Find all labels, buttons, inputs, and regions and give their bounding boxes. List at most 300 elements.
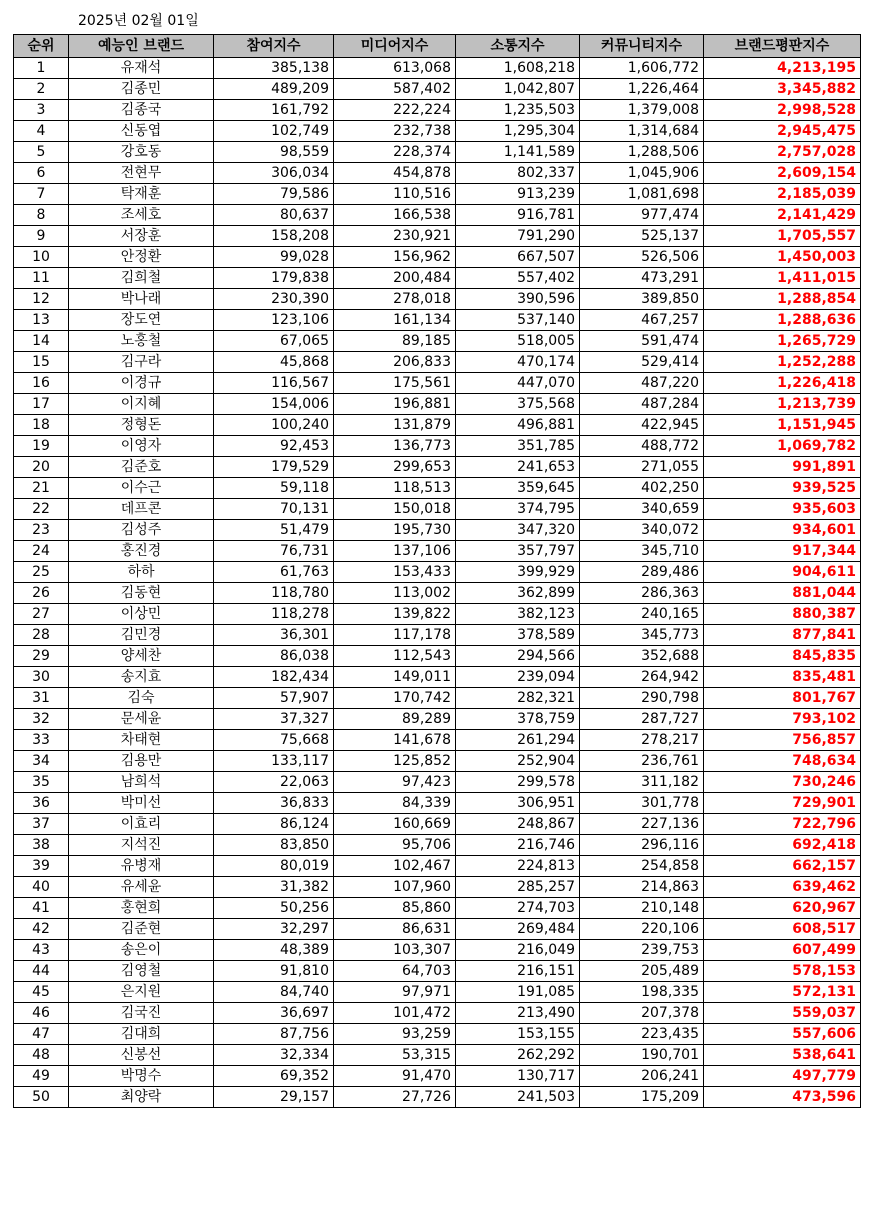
participation-cell: 75,668 [214,730,334,751]
table-row [14,436,861,457]
reputation-score-cell: 801,767 [704,688,861,709]
reputation-score-cell: 722,796 [704,814,861,835]
table-row [14,121,861,142]
communication-cell: 213,490 [456,1003,580,1024]
communication-cell: 224,813 [456,856,580,877]
communication-cell: 362,899 [456,583,580,604]
community-cell: 214,863 [580,877,704,898]
communication-cell: 274,703 [456,898,580,919]
reputation-score-cell: 608,517 [704,919,861,940]
reputation-score-cell: 756,857 [704,730,861,751]
header-community: 커뮤니티지수 [580,35,704,58]
participation-cell: 50,256 [214,898,334,919]
brand-cell: 홍현희 [69,898,214,919]
communication-cell: 269,484 [456,919,580,940]
community-cell: 271,055 [580,457,704,478]
rank-cell: 45 [14,982,69,1003]
reputation-score-cell: 1,151,945 [704,415,861,436]
media-cell: 27,726 [334,1087,456,1108]
rank-cell: 37 [14,814,69,835]
brand-cell: 송지효 [69,667,214,688]
media-cell: 84,339 [334,793,456,814]
table-row [14,142,861,163]
brand-cell: 유세윤 [69,877,214,898]
community-cell: 1,045,906 [580,163,704,184]
communication-cell: 916,781 [456,205,580,226]
participation-cell: 489,209 [214,79,334,100]
table-row [14,646,861,667]
brand-cell: 김동현 [69,583,214,604]
table-row [14,478,861,499]
participation-cell: 116,567 [214,373,334,394]
community-cell: 175,209 [580,1087,704,1108]
brand-cell: 박나래 [69,289,214,310]
rank-cell: 27 [14,604,69,625]
brand-reputation-table [13,34,861,1108]
media-cell: 97,971 [334,982,456,1003]
rank-cell: 33 [14,730,69,751]
brand-cell: 전현무 [69,163,214,184]
rank-cell: 7 [14,184,69,205]
participation-cell: 87,756 [214,1024,334,1045]
communication-cell: 130,717 [456,1066,580,1087]
rank-cell: 28 [14,625,69,646]
table-row [14,772,861,793]
rank-cell: 13 [14,310,69,331]
rank-cell: 24 [14,541,69,562]
table-row [14,1066,861,1087]
rank-cell: 29 [14,646,69,667]
table-row [14,562,861,583]
media-cell: 112,543 [334,646,456,667]
rank-cell: 31 [14,688,69,709]
rank-cell: 20 [14,457,69,478]
rank-cell: 46 [14,1003,69,1024]
media-cell: 150,018 [334,499,456,520]
reputation-score-cell: 557,606 [704,1024,861,1045]
reputation-score-cell: 2,998,528 [704,100,861,121]
reputation-score-cell: 1,265,729 [704,331,861,352]
rank-cell: 4 [14,121,69,142]
communication-cell: 239,094 [456,667,580,688]
reputation-score-cell: 473,596 [704,1087,861,1108]
reputation-score-cell: 793,102 [704,709,861,730]
rank-cell: 8 [14,205,69,226]
reputation-score-cell: 2,757,028 [704,142,861,163]
rank-cell: 21 [14,478,69,499]
brand-cell: 유병재 [69,856,214,877]
table-row [14,1045,861,1066]
media-cell: 200,484 [334,268,456,289]
rank-cell: 3 [14,100,69,121]
rank-cell: 47 [14,1024,69,1045]
report-date: 2025년 02월 01일 [78,13,199,29]
media-cell: 232,738 [334,121,456,142]
reputation-score-cell: 2,945,475 [704,121,861,142]
community-cell: 1,379,008 [580,100,704,121]
participation-cell: 32,297 [214,919,334,940]
community-cell: 311,182 [580,772,704,793]
communication-cell: 399,929 [456,562,580,583]
participation-cell: 154,006 [214,394,334,415]
brand-cell: 이수근 [69,478,214,499]
community-cell: 1,288,506 [580,142,704,163]
communication-cell: 216,049 [456,940,580,961]
brand-cell: 김준현 [69,919,214,940]
media-cell: 613,068 [334,58,456,79]
brand-cell: 김종국 [69,100,214,121]
participation-cell: 98,559 [214,142,334,163]
communication-cell: 374,795 [456,499,580,520]
community-cell: 289,486 [580,562,704,583]
community-cell: 1,081,698 [580,184,704,205]
table-row [14,373,861,394]
table-row [14,310,861,331]
communication-cell: 261,294 [456,730,580,751]
reputation-score-cell: 917,344 [704,541,861,562]
rank-cell: 48 [14,1045,69,1066]
reputation-score-cell: 538,641 [704,1045,861,1066]
table-row [14,268,861,289]
rank-cell: 43 [14,940,69,961]
rank-cell: 19 [14,436,69,457]
media-cell: 101,472 [334,1003,456,1024]
community-cell: 529,414 [580,352,704,373]
brand-cell: 김희철 [69,268,214,289]
participation-cell: 385,138 [214,58,334,79]
participation-cell: 36,833 [214,793,334,814]
rank-cell: 42 [14,919,69,940]
media-cell: 107,960 [334,877,456,898]
community-cell: 1,606,772 [580,58,704,79]
community-cell: 1,314,684 [580,121,704,142]
reputation-score-cell: 877,841 [704,625,861,646]
participation-cell: 91,810 [214,961,334,982]
communication-cell: 390,596 [456,289,580,310]
header-communication: 소통지수 [456,35,580,58]
reputation-score-cell: 748,634 [704,751,861,772]
reputation-score-cell: 620,967 [704,898,861,919]
reputation-score-cell: 1,288,636 [704,310,861,331]
table-row [14,877,861,898]
community-cell: 254,858 [580,856,704,877]
media-cell: 113,002 [334,583,456,604]
brand-cell: 데프콘 [69,499,214,520]
community-cell: 467,257 [580,310,704,331]
rank-cell: 35 [14,772,69,793]
brand-cell: 안정환 [69,247,214,268]
table-row [14,520,861,541]
brand-cell: 지석진 [69,835,214,856]
header-media: 미디어지수 [334,35,456,58]
reputation-score-cell: 2,185,039 [704,184,861,205]
media-cell: 117,178 [334,625,456,646]
community-cell: 210,148 [580,898,704,919]
communication-cell: 191,085 [456,982,580,1003]
media-cell: 91,470 [334,1066,456,1087]
reputation-score-cell: 881,044 [704,583,861,604]
participation-cell: 31,382 [214,877,334,898]
brand-cell: 장도연 [69,310,214,331]
table-row [14,940,861,961]
community-cell: 402,250 [580,478,704,499]
reputation-score-cell: 880,387 [704,604,861,625]
communication-cell: 1,235,503 [456,100,580,121]
table-row [14,730,861,751]
participation-cell: 118,278 [214,604,334,625]
reputation-score-cell: 692,418 [704,835,861,856]
media-cell: 153,433 [334,562,456,583]
media-cell: 149,011 [334,667,456,688]
communication-cell: 1,295,304 [456,121,580,142]
table-row [14,247,861,268]
rank-cell: 44 [14,961,69,982]
reputation-score-cell: 1,213,739 [704,394,861,415]
community-cell: 487,284 [580,394,704,415]
rank-cell: 39 [14,856,69,877]
brand-cell: 강호동 [69,142,214,163]
brand-cell: 이상민 [69,604,214,625]
rank-cell: 26 [14,583,69,604]
communication-cell: 294,566 [456,646,580,667]
table-row [14,1087,861,1108]
community-cell: 227,136 [580,814,704,835]
reputation-score-cell: 1,450,003 [704,247,861,268]
community-cell: 488,772 [580,436,704,457]
participation-cell: 92,453 [214,436,334,457]
rank-cell: 49 [14,1066,69,1087]
rank-cell: 22 [14,499,69,520]
reputation-score-cell: 1,069,782 [704,436,861,457]
brand-cell: 김민경 [69,625,214,646]
table-row [14,688,861,709]
brand-cell: 서장훈 [69,226,214,247]
communication-cell: 667,507 [456,247,580,268]
participation-cell: 230,390 [214,289,334,310]
rank-cell: 50 [14,1087,69,1108]
communication-cell: 791,290 [456,226,580,247]
reputation-score-cell: 1,411,015 [704,268,861,289]
brand-cell: 유재석 [69,58,214,79]
participation-cell: 179,529 [214,457,334,478]
community-cell: 340,659 [580,499,704,520]
brand-cell: 송은이 [69,940,214,961]
communication-cell: 351,785 [456,436,580,457]
reputation-score-cell: 904,611 [704,562,861,583]
media-cell: 93,259 [334,1024,456,1045]
community-cell: 526,506 [580,247,704,268]
rank-cell: 38 [14,835,69,856]
media-cell: 206,833 [334,352,456,373]
communication-cell: 447,070 [456,373,580,394]
table-row [14,499,861,520]
community-cell: 264,942 [580,667,704,688]
communication-cell: 375,568 [456,394,580,415]
reputation-score-cell: 559,037 [704,1003,861,1024]
communication-cell: 1,042,807 [456,79,580,100]
community-cell: 205,489 [580,961,704,982]
reputation-score-cell: 4,213,195 [704,58,861,79]
participation-cell: 22,063 [214,772,334,793]
community-cell: 287,727 [580,709,704,730]
media-cell: 195,730 [334,520,456,541]
participation-cell: 51,479 [214,520,334,541]
table-row [14,331,861,352]
media-cell: 139,822 [334,604,456,625]
brand-cell: 문세윤 [69,709,214,730]
brand-cell: 김국진 [69,1003,214,1024]
media-cell: 299,653 [334,457,456,478]
media-cell: 278,018 [334,289,456,310]
community-cell: 487,220 [580,373,704,394]
communication-cell: 299,578 [456,772,580,793]
media-cell: 89,289 [334,709,456,730]
communication-cell: 1,608,218 [456,58,580,79]
community-cell: 206,241 [580,1066,704,1087]
brand-cell: 최양락 [69,1087,214,1108]
table-row [14,184,861,205]
reputation-score-cell: 935,603 [704,499,861,520]
media-cell: 222,224 [334,100,456,121]
media-cell: 160,669 [334,814,456,835]
reputation-score-cell: 578,153 [704,961,861,982]
brand-cell: 조세호 [69,205,214,226]
rank-cell: 32 [14,709,69,730]
community-cell: 290,798 [580,688,704,709]
table-row [14,793,861,814]
communication-cell: 557,402 [456,268,580,289]
communication-cell: 306,951 [456,793,580,814]
media-cell: 64,703 [334,961,456,982]
community-cell: 207,378 [580,1003,704,1024]
media-cell: 110,516 [334,184,456,205]
brand-cell: 김종민 [69,79,214,100]
media-cell: 131,879 [334,415,456,436]
media-cell: 196,881 [334,394,456,415]
table-row [14,1003,861,1024]
brand-cell: 노홍철 [69,331,214,352]
community-cell: 340,072 [580,520,704,541]
reputation-score-cell: 1,226,418 [704,373,861,394]
community-cell: 352,688 [580,646,704,667]
community-cell: 591,474 [580,331,704,352]
reputation-score-cell: 607,499 [704,940,861,961]
rank-cell: 14 [14,331,69,352]
media-cell: 454,878 [334,163,456,184]
media-cell: 102,467 [334,856,456,877]
media-cell: 228,374 [334,142,456,163]
community-cell: 223,435 [580,1024,704,1045]
table-row [14,898,861,919]
participation-cell: 69,352 [214,1066,334,1087]
participation-cell: 86,124 [214,814,334,835]
brand-cell: 양세찬 [69,646,214,667]
media-cell: 85,860 [334,898,456,919]
table-row [14,583,861,604]
community-cell: 220,106 [580,919,704,940]
brand-cell: 김용만 [69,751,214,772]
participation-cell: 76,731 [214,541,334,562]
rank-cell: 16 [14,373,69,394]
communication-cell: 153,155 [456,1024,580,1045]
media-cell: 156,962 [334,247,456,268]
reputation-score-cell: 730,246 [704,772,861,793]
participation-cell: 45,868 [214,352,334,373]
rank-cell: 18 [14,415,69,436]
communication-cell: 216,151 [456,961,580,982]
communication-cell: 216,746 [456,835,580,856]
header-brand-reputation: 브랜드평판지수 [704,35,861,58]
reputation-score-cell: 729,901 [704,793,861,814]
community-cell: 977,474 [580,205,704,226]
brand-cell: 김구라 [69,352,214,373]
table-row [14,604,861,625]
participation-cell: 123,106 [214,310,334,331]
community-cell: 286,363 [580,583,704,604]
media-cell: 230,921 [334,226,456,247]
participation-cell: 84,740 [214,982,334,1003]
table-row [14,625,861,646]
community-cell: 301,778 [580,793,704,814]
table-row [14,289,861,310]
table-row [14,961,861,982]
communication-cell: 1,141,589 [456,142,580,163]
communication-cell: 378,589 [456,625,580,646]
rank-cell: 34 [14,751,69,772]
participation-cell: 179,838 [214,268,334,289]
communication-cell: 496,881 [456,415,580,436]
media-cell: 166,538 [334,205,456,226]
participation-cell: 36,697 [214,1003,334,1024]
table-row [14,541,861,562]
participation-cell: 80,019 [214,856,334,877]
brand-cell: 박명수 [69,1066,214,1087]
reputation-score-cell: 845,835 [704,646,861,667]
rank-cell: 23 [14,520,69,541]
media-cell: 103,307 [334,940,456,961]
community-cell: 422,945 [580,415,704,436]
participation-cell: 182,434 [214,667,334,688]
community-cell: 525,137 [580,226,704,247]
table-row [14,58,861,79]
participation-cell: 48,389 [214,940,334,961]
brand-cell: 이영자 [69,436,214,457]
community-cell: 239,753 [580,940,704,961]
participation-cell: 158,208 [214,226,334,247]
reputation-score-cell: 939,525 [704,478,861,499]
table-row [14,919,861,940]
participation-cell: 118,780 [214,583,334,604]
table-row [14,667,861,688]
communication-cell: 252,904 [456,751,580,772]
brand-cell: 김준호 [69,457,214,478]
communication-cell: 382,123 [456,604,580,625]
participation-cell: 61,763 [214,562,334,583]
header-brand: 예능인 브랜드 [69,35,214,58]
community-cell: 296,116 [580,835,704,856]
table-row [14,709,861,730]
rank-cell: 5 [14,142,69,163]
rank-cell: 36 [14,793,69,814]
communication-cell: 537,140 [456,310,580,331]
media-cell: 97,423 [334,772,456,793]
rank-cell: 17 [14,394,69,415]
brand-cell: 신봉선 [69,1045,214,1066]
participation-cell: 37,327 [214,709,334,730]
communication-cell: 248,867 [456,814,580,835]
participation-cell: 79,586 [214,184,334,205]
media-cell: 137,106 [334,541,456,562]
